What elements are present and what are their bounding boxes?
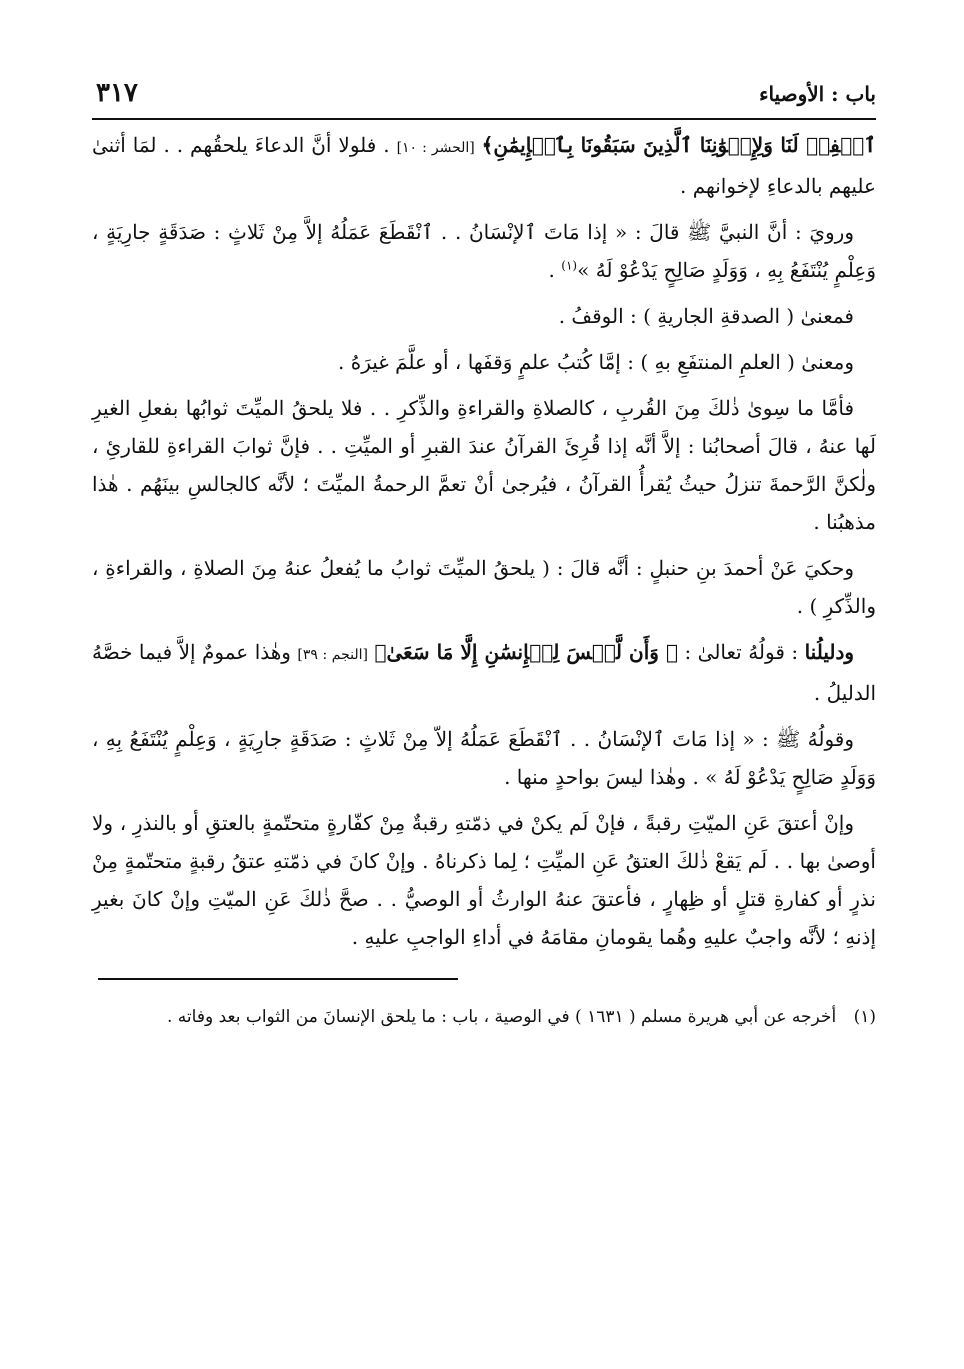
footnote-reference[interactable]: (١) (561, 258, 578, 273)
paragraph-9 (92, 804, 876, 956)
paragraph-4 (92, 343, 876, 381)
page-number: ٣١٧ (96, 78, 138, 108)
verse-citation: [النجم : ٣٩] (297, 647, 368, 663)
paragraph-text: وإنْ أعتقَ عَنِ الميّتِ رقبةً ، فإنْ لَم يكنْ في ذمّتهِ رقبةٌ مِنْ كفّارةٍ متحتّمةٍ بالعتقِ أو بالنذرِ ، ولا أوصىٰ بها . . لَم يَقعْ ذٰلكَ العتقُ عَنِ الميِّتِ ؛ لِما ذكرناهُ . وإنْ كانَ في ذمّتهِ عتقُ رقبةٍ متحتّمةٍ مِنْ نذرٍ أو كفارةِ قتلٍ أو ظِهارٍ ، فأعتقَ عنهُ الوارثُ أو الوصيُّ . . صحَّ ذٰلكَ عَنِ الميّتِ وإنْ كانَ بغيرِ إذنهِ ؛ لأنَّه واجبٌ عليهِ وهُما يقومانِ مقامَهُ في أداءِ الواجبِ عليهِ . (92, 811, 876, 949)
paragraph-end: . (548, 258, 562, 282)
footnote-rule (98, 978, 458, 980)
main-text (92, 126, 876, 956)
paragraph-6 (92, 549, 876, 625)
footnote-number: (١) (853, 1007, 876, 1027)
paragraph-text: : قولُهُ تعالىٰ : (678, 640, 805, 664)
page-header (92, 78, 876, 120)
paragraph-text: . فلولا أنَّ الدعاءَ يلحقُهم . . لمَا أثنىٰ عليهم بالدعاءِ لإخوانهم . (92, 133, 876, 198)
verse-citation: [الحشر : ١٠] (396, 140, 475, 156)
paragraph-1 (92, 126, 876, 205)
paragraph-5 (92, 389, 876, 541)
paragraph-text: وقولُهُ ﷺ : « إذا مَاتَ ٱلإنْسَانُ . . ٱنْقَطَعَ عَمَلُهُ إلاّ مِنْ ثَلاثٍ : صَدَقَةٍ جارِيَةٍ ، وَعِلْمٍ يُنْتَفَعُ بِهِ ، وَوَلَدٍ صَالِحٍ يَدْعُوْ لَهُ » . وهٰذا ليسَ بواحدٍ منها . (92, 727, 876, 789)
quran-verse: ٱغۡفِرۡ لَنَا وَلِإِخۡوَٰنِنَا ٱلَّذِينَ سَبَقُونَا بِٱلۡإِيمَٰنِ﴾ (481, 133, 876, 157)
paragraph-8 (92, 720, 876, 796)
paragraph-lead: ودليلُنا (804, 640, 855, 664)
paragraph-text: ومعنىٰ ( العلمِ المنتفَعِ بهِ ) : إمَّا كُتبُ علمٍ وَقفَها ، أو علَّمَ غيرَهُ . (338, 350, 854, 374)
book-page (92, 78, 876, 1338)
quran-verse: ﴿ وَأَن لَّيۡسَ لِلۡإِنسَٰنِ إِلَّا مَا سَعَىٰ﴾ (374, 640, 678, 664)
paragraph-text: وهٰذا عمومٌ إلاَّ فيما خصَّهُ الدليلُ . (92, 640, 876, 705)
paragraph-text: فمعنىٰ ( الصدقةِ الجاريةِ ) : الوقفُ . (558, 304, 854, 328)
paragraph-text: ورويَ : أنَّ النبيَّ ﷺ قالَ : « إذا مَاتَ ٱلإنْسَانُ . . ٱنْقَطَعَ عَمَلُهُ إلاَّ مِنْ ثَلاثٍ : صَدَقَةٍ جارِيَةٍ ، وَعِلْمٍ يُنْتَفَعُ بِهِ ، وَوَلَدٍ صَالِحٍ يَدْعُوْ لَهُ » (92, 220, 876, 282)
chapter-title: باب : الأوصياء (759, 82, 876, 106)
footnote-text: أخرجه عن أبي هريرة مسلم ( ١٦٣١ ) في الوصية ، باب : ما يلحق الإنسانَ من الثواب بعد وفاته . (167, 1007, 837, 1027)
paragraph-text: فأمَّا ما سِوىٰ ذٰلكَ مِنَ القُربِ ، كالصلاةِ والقراءةِ والذِّكرِ . . فلا يلحقُ الميِّتَ ثوابُها بفعلِ الغيرِ لَها عنهُ ، قالَ أصحابُنا : إلاَّ أنَّه إذا قُرِئَ القرآنُ عندَ القبرِ أو الميِّتِ . . فإنَّ ثوابَ القراءةِ للقارئِ ، ولٰكنَّ الرَّحمةَ تنزلُ حيثُ يُقرأُ القرآنُ ، فيُرجىٰ أنْ تعمَّ الرحمةُ الميِّتَ ؛ لأنَّه كالجالسِ بينَهُم . هٰذا مذهبُنا . (92, 396, 876, 534)
paragraph-3 (92, 297, 876, 335)
footnote (92, 1002, 876, 1032)
paragraph-text: وحكيَ عَنْ أحمدَ بنِ حنبلٍ : أنَّه قالَ : ( يلحقُ الميِّتَ ثوابُ ما يُفعلُ عنهُ مِنَ الصلاةِ ، والقراءةِ ، والذِّكرِ ) . (92, 556, 876, 618)
paragraph-2 (92, 213, 876, 289)
paragraph-7 (92, 633, 876, 712)
header-rule (92, 118, 876, 120)
